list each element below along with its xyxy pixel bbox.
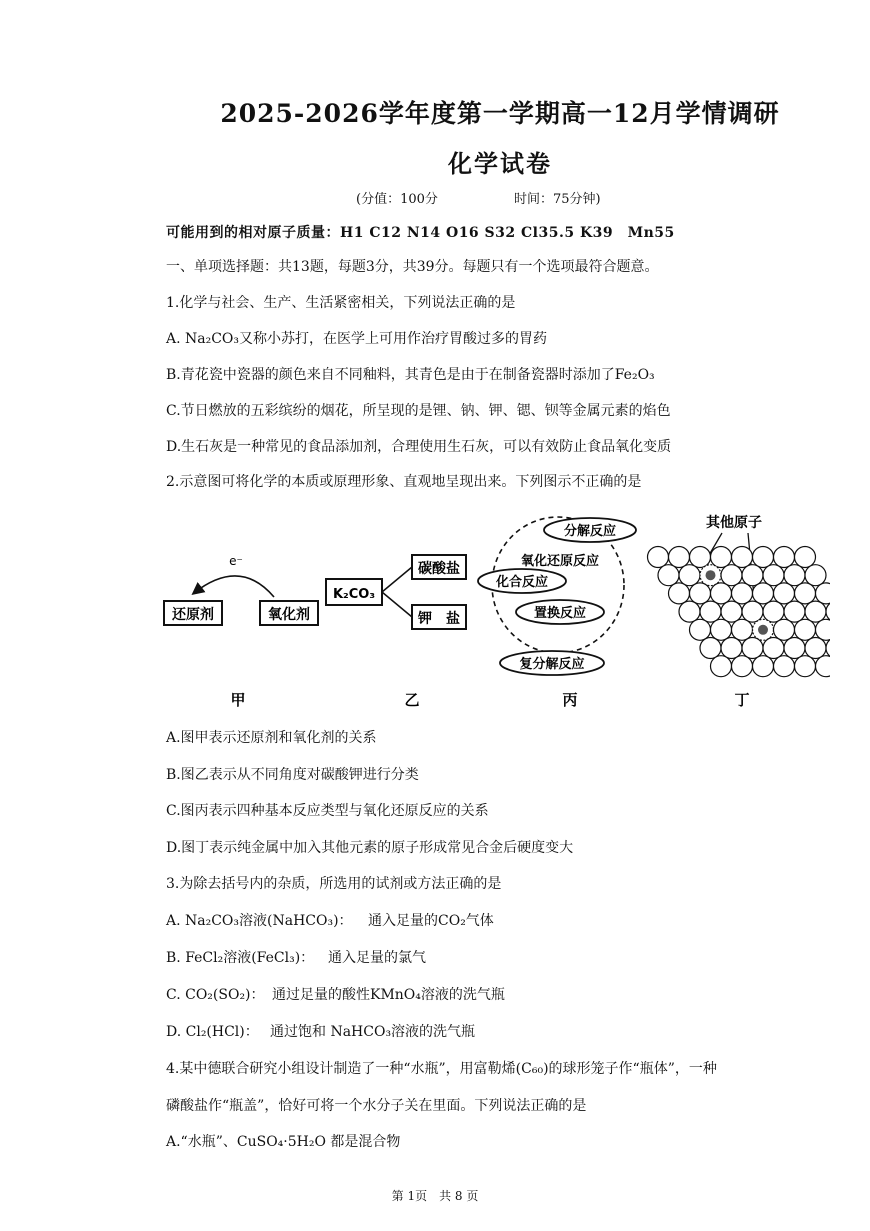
metal-atom — [805, 565, 826, 586]
q4-stem-line1: 4.某中德联合研究小组设计制造了一种“水瓶”，用富勒烯(C₆₀)的球形笼子作“瓶体”，一种 — [166, 1061, 717, 1077]
page-number: 第 1页 共 8 页 — [391, 1189, 479, 1203]
q4-option-a: A.“水瓶”、CuSO₄·5H₂O 都是混合物 — [166, 1134, 401, 1150]
q3-option-d-substance: D. Cl₂(HCl)： — [166, 1024, 259, 1040]
metal-atom — [763, 601, 784, 622]
other-atom-label: 其他原子 — [706, 515, 762, 531]
q3-option-a-substance: A. Na₂CO₃溶液(NaHCO₃)： — [166, 913, 353, 929]
q2-figure — [150, 505, 830, 715]
exam-title: 2025-2026学年度第一学期高一12月学情调研 — [220, 99, 780, 128]
metal-atom — [742, 638, 763, 659]
reductant-label: 还原剂 — [172, 607, 214, 623]
atom-lattice — [648, 547, 831, 677]
q1-option-a: A. Na₂CO₃又称小苏打，在医学上可用作治疗胃酸过多的胃药 — [166, 331, 548, 347]
caption-jia: 甲 — [230, 691, 246, 709]
time-info: 时间：75分钟) — [514, 192, 601, 207]
metal-atom — [658, 565, 679, 586]
k2co3-label: K₂CO₃ — [332, 587, 376, 602]
metal-atom — [721, 565, 742, 586]
metal-atom — [774, 656, 795, 677]
metal-atom — [795, 619, 816, 640]
metal-atom — [805, 601, 826, 622]
metal-atom — [700, 601, 721, 622]
combination-label: 化合反应 — [495, 575, 549, 590]
metal-atom — [774, 619, 795, 640]
metal-atom — [774, 547, 795, 568]
electron-label: e⁻ — [229, 554, 243, 568]
metal-atom — [669, 583, 690, 604]
potassium-salt-label: 钾 盐 — [418, 611, 460, 627]
q2-option-b: B.图乙表示从不同角度对碳酸钾进行分类 — [166, 767, 419, 783]
double-decomposition-label: 复分解反应 — [519, 657, 585, 672]
figure-yi — [326, 555, 466, 709]
metal-atom — [763, 638, 784, 659]
exam-subtitle: 化学试卷 — [448, 149, 552, 178]
metal-atom — [795, 656, 816, 677]
metal-atom — [669, 547, 690, 568]
q3-option-c-method: 通过足量的酸性KMnO₄溶液的洗气瓶 — [272, 987, 505, 1003]
metal-atom — [721, 601, 742, 622]
metal-atom — [732, 583, 753, 604]
oxidant-label: 氧化剂 — [268, 607, 310, 623]
metal-atom — [648, 547, 669, 568]
atomic-masses: 可能用到的相对原子质量：H1 C12 N14 O16 S32 Cl35.5 K39 Mn55 — [166, 225, 675, 241]
metal-atom — [679, 565, 700, 586]
other-atom-core — [706, 570, 716, 580]
metal-atom — [805, 638, 826, 659]
q1-option-d: D.生石灰是一种常见的食品添加剂，合理使用生石灰，可以有效防止食品氧化变质 — [166, 439, 672, 455]
q1-stem: 1.化学与社会、生产、生活紧密相关，下列说法正确的是 — [166, 295, 516, 311]
figure-ding — [648, 514, 831, 709]
score-info: (分值：100分 — [356, 192, 438, 207]
other-atom-core — [758, 625, 768, 635]
metal-atom — [690, 547, 711, 568]
q3-option-c-substance: C. CO₂(SO₂)： — [166, 987, 265, 1003]
q4-stem-line2: 磷酸盐作“瓶盖”，恰好可将一个水分子关在里面。下列说法正确的是 — [166, 1098, 587, 1114]
redox-label: 氧化还原反应 — [520, 554, 600, 569]
metal-atom — [700, 638, 721, 659]
metal-atom — [742, 601, 763, 622]
metal-atom — [711, 547, 732, 568]
carbonate-label: 碳酸盐 — [418, 561, 460, 577]
q2-option-a: A.图甲表示还原剂和氧化剂的关系 — [166, 730, 377, 746]
metal-atom — [721, 638, 742, 659]
metal-atom — [742, 565, 763, 586]
metal-atom — [732, 547, 753, 568]
caption-yi: 乙 — [404, 691, 420, 709]
metal-atom — [711, 583, 732, 604]
metal-atom — [711, 619, 732, 640]
metal-atom — [690, 583, 711, 604]
metal-atom — [795, 547, 816, 568]
metal-atom — [753, 583, 774, 604]
metal-atom — [711, 656, 732, 677]
metal-atom — [763, 565, 784, 586]
q2-stem: 2.示意图可将化学的本质或原理形象、直观地呈现出来。下列图示不正确的是 — [166, 474, 642, 490]
q1-option-c: C.节日燃放的五彩缤纷的烟花，所呈现的是锂、钠、钾、锶、钡等金属元素的焰色 — [166, 403, 671, 419]
metal-atom — [784, 565, 805, 586]
metal-atom — [732, 619, 753, 640]
q3-stem: 3.为除去括号内的杂质，所选用的试剂或方法正确的是 — [166, 876, 502, 892]
metal-atom — [784, 601, 805, 622]
caption-bing: 丙 — [562, 691, 578, 709]
caption-ding: 丁 — [734, 691, 750, 709]
metal-atom — [690, 619, 711, 640]
q3-option-a-method: 通入足量的CO₂气体 — [368, 913, 494, 929]
metal-atom — [732, 656, 753, 677]
metal-atom — [753, 547, 774, 568]
q3-option-d-method: 通过饱和 NaHCO₃溶液的洗气瓶 — [270, 1024, 476, 1040]
q2-option-d: D.图丁表示纯金属中加入其他元素的原子形成常见合金后硬度变大 — [166, 840, 574, 856]
q1-option-b: B.青花瓷中瓷器的颜色来自不同釉料，其青色是由于在制备瓷器时添加了Fe₂O₃ — [166, 367, 655, 383]
q2-option-c: C.图丙表示四种基本反应类型与氧化还原反应的关系 — [166, 803, 489, 819]
figure-bing — [478, 517, 636, 709]
metal-atom — [753, 656, 774, 677]
metal-atom — [795, 583, 816, 604]
figure-jia — [164, 554, 318, 709]
q3-option-b-method: 通入足量的氯气 — [328, 950, 426, 966]
q3-option-b-substance: B. FeCl₂溶液(FeCl₃)： — [166, 950, 315, 966]
metal-atom — [774, 583, 795, 604]
section-heading: 一、单项选择题：共13题，每题3分，共39分。每题只有一个选项最符合题意。 — [166, 259, 659, 275]
electron-arrow — [194, 576, 274, 597]
metal-atom — [784, 638, 805, 659]
metal-atom — [679, 601, 700, 622]
decomposition-label: 分解反应 — [563, 524, 617, 539]
displacement-label: 置换反应 — [533, 606, 587, 621]
